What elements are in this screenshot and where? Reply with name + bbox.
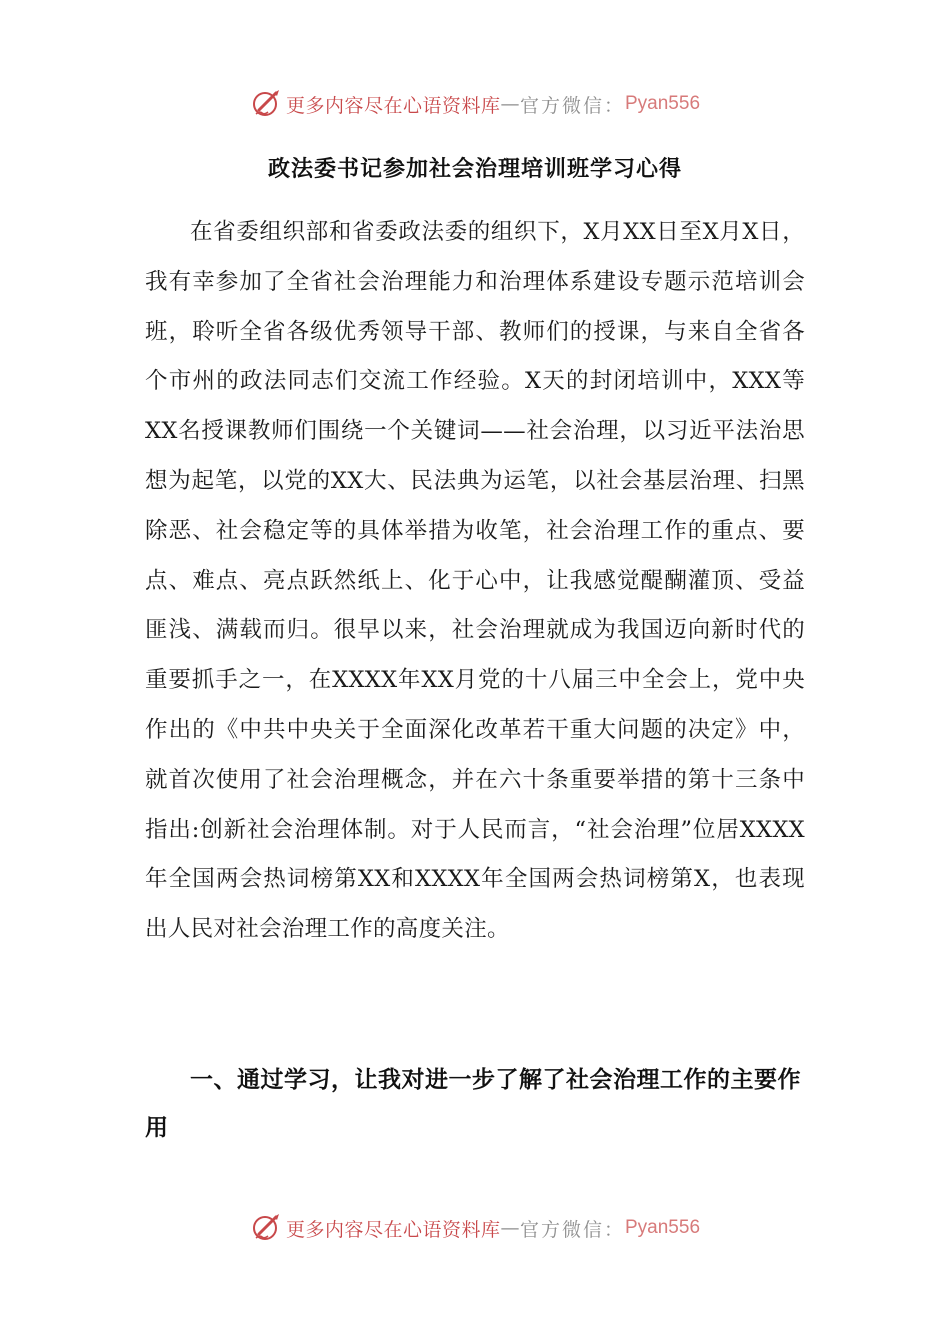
banner-text xyxy=(286,1215,700,1242)
banner-text xyxy=(286,91,700,118)
document-title: 政法委书记参加社会治理培训班学习心得 xyxy=(267,156,682,182)
banner-wechat-id: Pyan556 xyxy=(625,93,701,114)
banner-library-name: 更多内容尽在心语资料库 xyxy=(285,94,501,117)
pen-logo-icon xyxy=(250,87,284,121)
section-heading: 一、通过学习，让我对进一步了解了社会治理工作的主要作用 xyxy=(145,1066,801,1141)
banner-wechat-id: Pyan556 xyxy=(625,1217,701,1238)
banner-wechat-label: 官方微信： xyxy=(519,94,625,117)
banner-wechat-label: 官方微信： xyxy=(519,1218,625,1241)
banner-library-name: 更多内容尽在心语资料库 xyxy=(285,1218,501,1241)
pen-logo-icon xyxy=(250,1211,284,1245)
footer-banner xyxy=(0,1208,950,1248)
header-banner xyxy=(0,84,950,124)
banner-dash: — xyxy=(500,1217,520,1239)
body-paragraph: 在省委组织部和省委政法委的组织下，X月XX日至X月X日，我有幸参加了全省社会治理能力和治理体系建设专题示范培训会班，聆听全省各级优秀领导干部、教师们的授课，与来自全省各个市州的政法同志们交流工作经验。X天的封闭培训中，XXX等XX名授课教师们围绕一个关键词——社会治理，以习近平法治思想为起笔，以党的XX大、民法典为运笔，以社会基层治理、扫黑除恶、社会稳定等的具体举措为收笔，社会治理工作的重点、要点、难点、亮点跃然纸上、化于心中，让我感觉醍醐灌顶、受益匪浅、满载而归。很早以来，社会治理就成为我国迈向新时代的重要抓手之一，在XXXX年XX月党的十八届三中全会上，党中央作出的《中共中央关于全面深化改革若干重大问题的决定》中，就首次使用了社会治理概念，并在六十条重要举措的第十三条中指出:创新社会治理体制。对于人民而言，“社会治理”位居XXXX年全国两会热词榜第XX和XXXX年全国两会热词榜第X，也表现出人民对社会治理工作的高度关注。 xyxy=(145,219,805,943)
banner-dash: — xyxy=(500,93,520,115)
